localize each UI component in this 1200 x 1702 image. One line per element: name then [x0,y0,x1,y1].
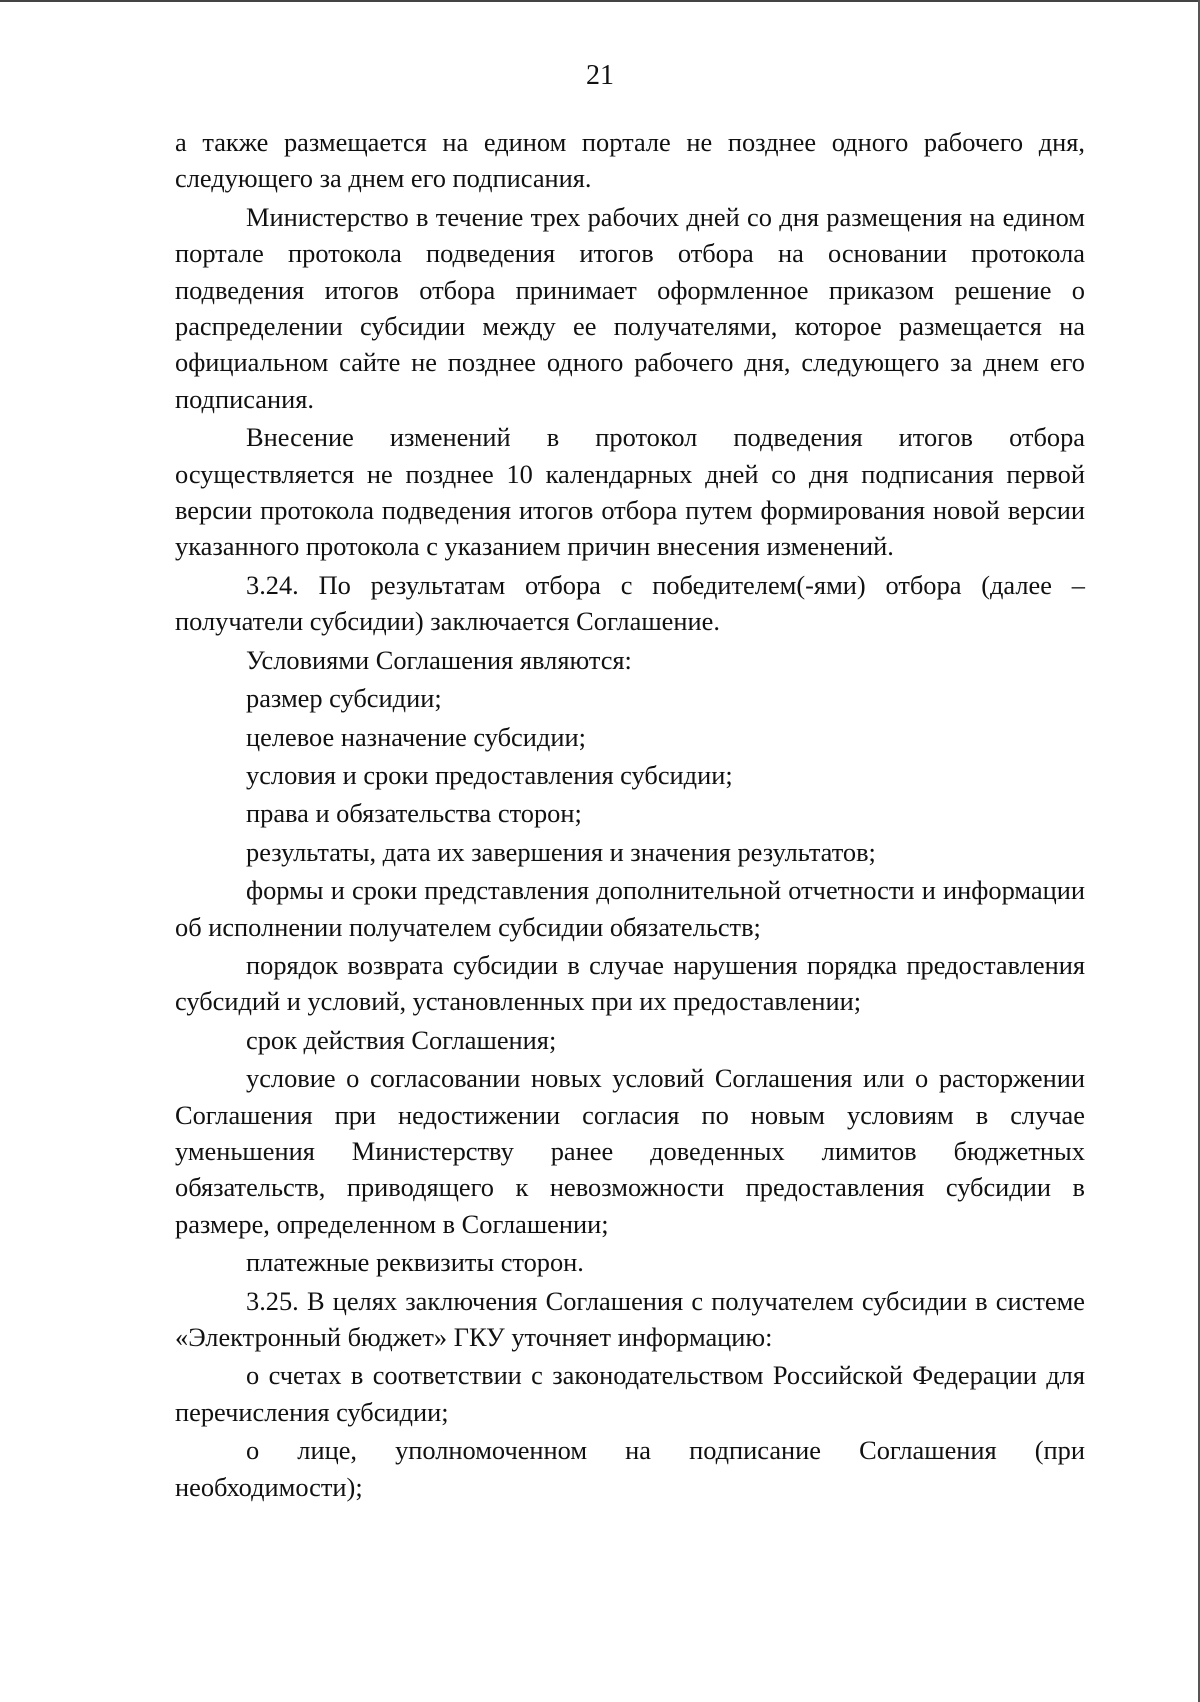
paragraph: о счетах в соответствии с законодательством Российской Федерации для перечисления субсидии; [175,1360,1085,1427]
paragraph: 3.24. По результатам отбора с победителем(-ями) отбора (далее – получатели субсидии) заключается Соглашение. [175,569,1085,637]
paragraph: целевое назначение субсидии; [246,721,586,752]
paragraph: Министерство в течение трех рабочих дней со дня размещения на едином портале протокола подведения итогов отбора на основании протокола подведения итогов отбора принимает оформленное приказом решение о распределении субсидии между ее получателями, которое размещается на официальном сайте не позднее одного рабочего дня, следующего за днем его подписания. [175,201,1085,414]
paragraph: срок действия Соглашения; [246,1024,557,1055]
paragraph: формы и сроки представления дополнительной отчетности и информации об исполнении получателем субсидии обязательств; [175,875,1085,942]
paragraph: условие о согласовании новых условий Соглашения или о расторжении Соглашения при недостижении согласия по новым условиям в случае уменьшения Министерству ранее доведенных лимитов бюджетных обязательств, приводящего к невозможности предоставления субсидии в размере, определенном в Соглашении; [175,1063,1085,1239]
paragraph: 3.25. В целях заключения Соглашения с получателем субсидии в системе «Электронный бюджет» ГКУ уточняет информацию: [175,1285,1085,1352]
paragraph: Внесение изменений в протокол подведения итогов отбора осуществляется не позднее 10 календарных дней со дня подписания первой версии протокола подведения итогов отбора путем формирования новой версии указанного протокола с указанием причин внесения изменений. [175,422,1085,562]
scan-edge-top [0,0,1200,2]
document-body [175,124,1085,1505]
paragraph: права и обязательства сторон; [246,798,582,829]
paragraph: о лице, уполномоченном на подписание Соглашения (при необходимости); [175,1435,1085,1502]
paragraph: а также размещается на едином портале не позднее одного рабочего дня, следующего за днем его подписания. [175,127,1085,194]
paragraph: условия и сроки предоставления субсидии; [246,759,733,790]
page-number: 21 [586,60,614,91]
paragraph: Условиями Соглашения являются: [246,644,632,675]
paragraph: результаты, дата их завершения и значения результатов; [246,836,876,867]
paragraph: размер субсидии; [246,683,442,714]
paragraph: порядок возврата субсидии в случае нарушения порядка предоставления субсидий и условий, установленных при их предоставлении; [175,949,1085,1017]
paragraph: платежные реквизиты сторон. [246,1247,584,1278]
